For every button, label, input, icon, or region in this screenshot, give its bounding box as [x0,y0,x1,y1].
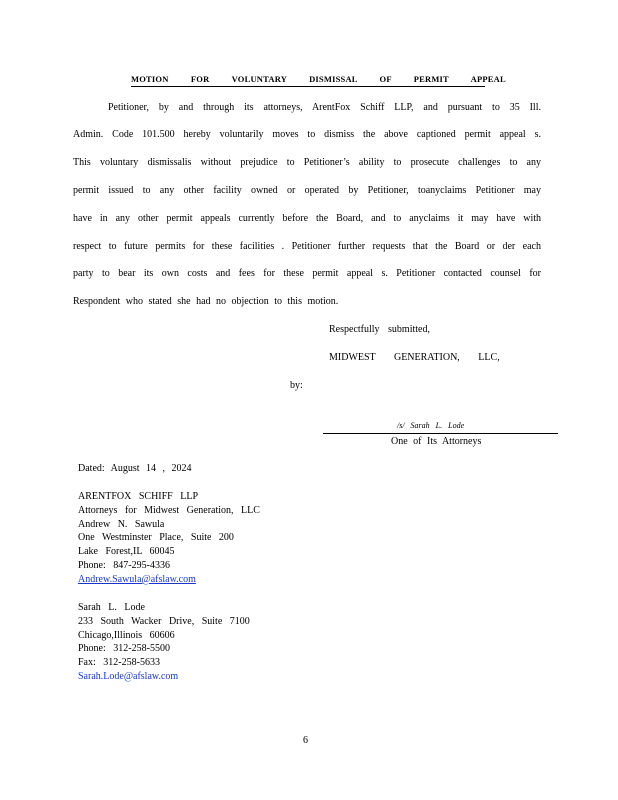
attorney2-line: Chicago,Illinois 60606 [78,629,175,641]
email-link-lode[interactable]: Sarah.Lode@afslaw.com [78,670,179,682]
firm-line: Phone: 847-295-4336 [78,559,170,571]
attorney2-line: Sarah L. Lode [78,602,145,613]
body-line: Admin. Code 101.500 hereby voluntarily moves to dismiss the above captioned permit appeal s. [73,129,541,140]
body-line: permit issued to any other facility owned or operated by Petitioner, toanyclaims Petitioner may [73,185,541,196]
document-title: MOTION FOR VOLUNTARY DISMISSAL OF PERMIT APPEAL [131,74,485,87]
firm-address-block [78,490,260,587]
closing-role: One of Its Attorneys [391,436,482,447]
firm-line: Andrew N. Sawula [78,518,165,530]
attorney2-line: 233 South Wacker Drive, Suite 7100 [78,615,250,627]
body-line: party to bear its own costs and fees for these permit appeal s. Petitioner contacted counsel for [73,268,541,279]
closing-by: by: [290,380,303,391]
body-line: This voluntary dismissalis without prejudice to Petitioner’s ability to prosecute challenges to any [73,157,541,168]
firm-line: Lake Forest,IL 60045 [78,546,175,558]
firm-line: Attorneys for Midwest Generation, LLC [78,504,260,516]
body-line: Petitioner, by and through its attorneys, ArentFox Schiff LLP, and pursuant to 35 Ill. [108,102,541,113]
attorney2-line: Fax: 312-258-5633 [78,657,160,669]
dated-line: Dated: August 14 , 2024 [78,463,192,474]
attorney2-line: Phone: 312-258-5500 [78,643,170,655]
email-link-sawula[interactable]: Andrew.Sawula@afslaw.com [78,573,196,585]
body-line: have in any other permit appeals currently before the Board, and to anyclaims it may have with [73,213,541,224]
firm-line: One Westminster Place, Suite 200 [78,532,234,544]
page-number: 6 [303,735,308,746]
firm-line: ARENTFOX SCHIFF LLP [78,491,199,502]
closing-company: MIDWEST GENERATION, LLC, [329,352,500,363]
body-line: respect to future permits for these facilities . Petitioner further requests that the Board or der each [73,241,541,252]
body-line: Respondent who stated she had no objection to this motion. [73,296,339,307]
attorney2-address-block [78,601,250,684]
electronic-signature: /s/ Sarah L. Lode [397,421,465,430]
closing-respectfully: Respectfully submitted, [329,324,430,335]
signature-line [323,433,558,434]
